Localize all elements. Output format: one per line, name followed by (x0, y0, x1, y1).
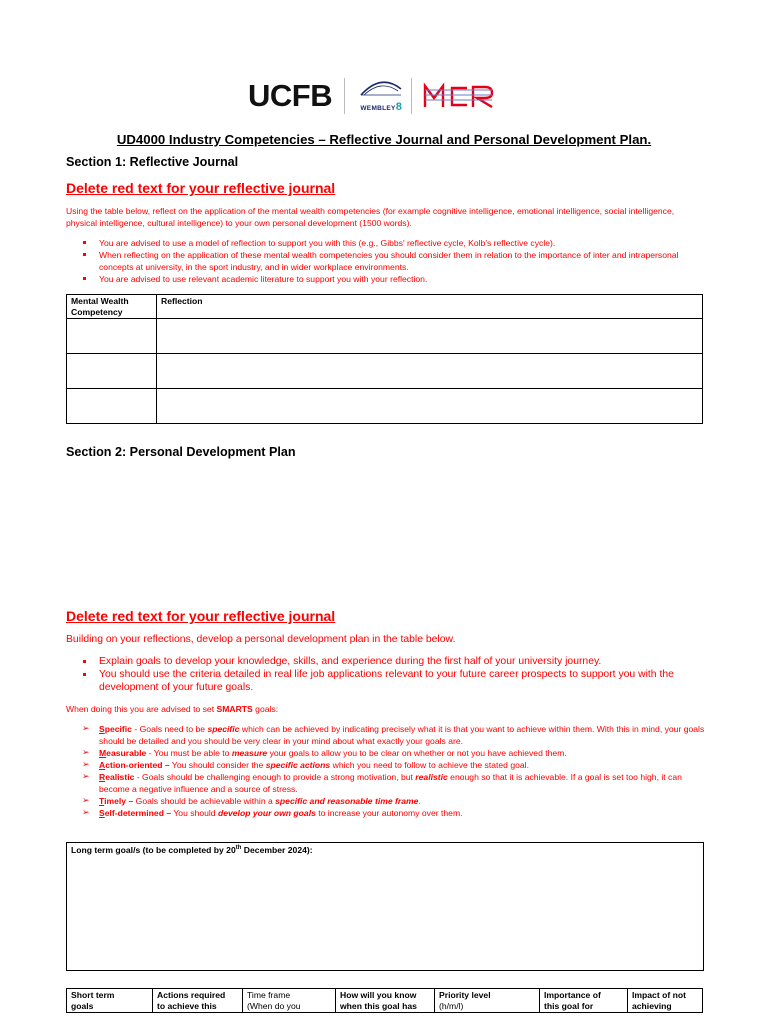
list-item: Explain goals to develop your knowledge, skills, and experience during the first half of your university journey. (66, 655, 706, 668)
table-cell-competency[interactable] (67, 319, 157, 354)
header-priority-level: Priority level (h/m/l) (435, 989, 540, 1013)
section-1-heading: Section 1: Reflective Journal (66, 155, 239, 169)
table-cell-competency[interactable] (67, 354, 157, 389)
table-header-row (67, 295, 703, 319)
table-cell-reflection[interactable] (157, 389, 703, 424)
table-header-row (67, 989, 703, 1013)
wembley-wordmark: WEMBLEY (360, 105, 396, 112)
table-row[interactable] (67, 389, 703, 424)
goals-table (66, 988, 703, 1013)
wembley-logo (355, 76, 407, 116)
list-item: You are advised to use a model of reflection to support you with this (e.g., Gibbs' reflective cycle, Kolb's reflective cycle). (66, 237, 711, 249)
header-how-will-you-know: How will you know when this goal has (336, 989, 435, 1013)
section-2-bullets (66, 655, 706, 694)
logo-divider-2 (411, 78, 412, 114)
list-item: When reflecting on the application of these mental wealth competencies you should consider them in relation to the importance of inter and intrapersonal concepts at university, in the sport industry, and in wider workplace environments. (66, 249, 711, 273)
smarts-item-measurable: ➢ Measurable - You must be able to measure your goals to allow you to be clear on whether or not you have achieved them. (66, 747, 706, 759)
header-actions-required: Actions required to achieve this (153, 989, 243, 1013)
smarts-item-action-oriented: ➢ Action-oriented – You should consider the specific actions which you need to follow to achieve the stated goal. (66, 759, 706, 771)
logo-divider (344, 78, 345, 114)
ucfb-logo: UCFB (248, 78, 333, 113)
table-row[interactable] (67, 354, 703, 389)
section-1-intro: Using the table below, reflect on the application of the mental wealth competencies (for example cognitive intelligence, emotional intelligence, social intelligence, physical intelligence, cultural intelligence) to your own personal development (1500 words). (66, 206, 675, 228)
wembley-arch-icon (358, 77, 404, 97)
section-1-red-heading: Delete red text for your reflective journal (66, 180, 336, 196)
section-2-heading: Section 2: Personal Development Plan (66, 445, 296, 459)
section-2-red-heading: Delete red text for your reflective journal (66, 608, 336, 624)
long-term-goal-label: Long term goal/s (to be completed by 20th December 2024): (71, 845, 313, 855)
ucfb-logo-banner (248, 70, 540, 122)
header-impact-of-not-achieving: Impact of not achieving (628, 989, 703, 1013)
section-2-intro: Building on your reflections, develop a personal development plan in the table below. (66, 634, 456, 645)
header-mental-wealth-competency: Mental Wealth Competency (67, 295, 157, 319)
smarts-item-timely: ➢ Timely – Goals should be achievable within a specific and reasonable time frame. (66, 795, 706, 807)
smarts-intro-text: When doing this you are advised to set (66, 704, 217, 714)
header-importance: Importance of this goal for (540, 989, 628, 1013)
header-short-term-goals: Short term goals (67, 989, 153, 1013)
smarts-intro-text-end: goals: (252, 704, 279, 714)
smarts-list (66, 723, 706, 819)
smarts-word: SMARTS (216, 704, 253, 714)
table-cell-reflection[interactable] (157, 354, 703, 389)
smarts-item-realistic: ➢ Realistic - Goals should be challenging enough to provide a strong motivation, but realistic enough so that it is achievable. If a goal is set too high, it can become a negative influence and a source of stress. (66, 771, 706, 795)
reflective-journal-table (66, 294, 703, 424)
list-item: You should use the criteria detailed in real life job applications relevant to your future career prospects to support you with the development of your future goals. (66, 668, 706, 694)
wembley-eight-icon: 8 (395, 101, 402, 113)
header-time-frame: Time frame (When do you (243, 989, 336, 1013)
smarts-item-specific: ➢ Specific - Goals need to be specific which can be achieved by indicating precisely what it is that you want to achieve within them. With this in mind, your goals should be detailed and you should be very clear in your mind about what exactly your goals are. (66, 723, 706, 747)
smarts-item-self-determined: ➢ Self-determined – You should develop your own goals to increase your autonomy over them. (66, 807, 706, 819)
section-1-bullets (66, 237, 711, 285)
table-cell-reflection[interactable] (157, 319, 703, 354)
smarts-intro (66, 703, 278, 715)
document-title: UD4000 Industry Competencies – Reflective Journal and Personal Development Plan. (116, 132, 652, 147)
mcr-logo-icon (422, 81, 496, 111)
list-item: You are advised to use relevant academic literature to support you with your reflection. (66, 273, 711, 285)
table-cell-competency[interactable] (67, 389, 157, 424)
header-reflection: Reflection (157, 295, 703, 319)
table-row[interactable] (67, 319, 703, 354)
long-term-goal-box[interactable] (66, 842, 704, 971)
